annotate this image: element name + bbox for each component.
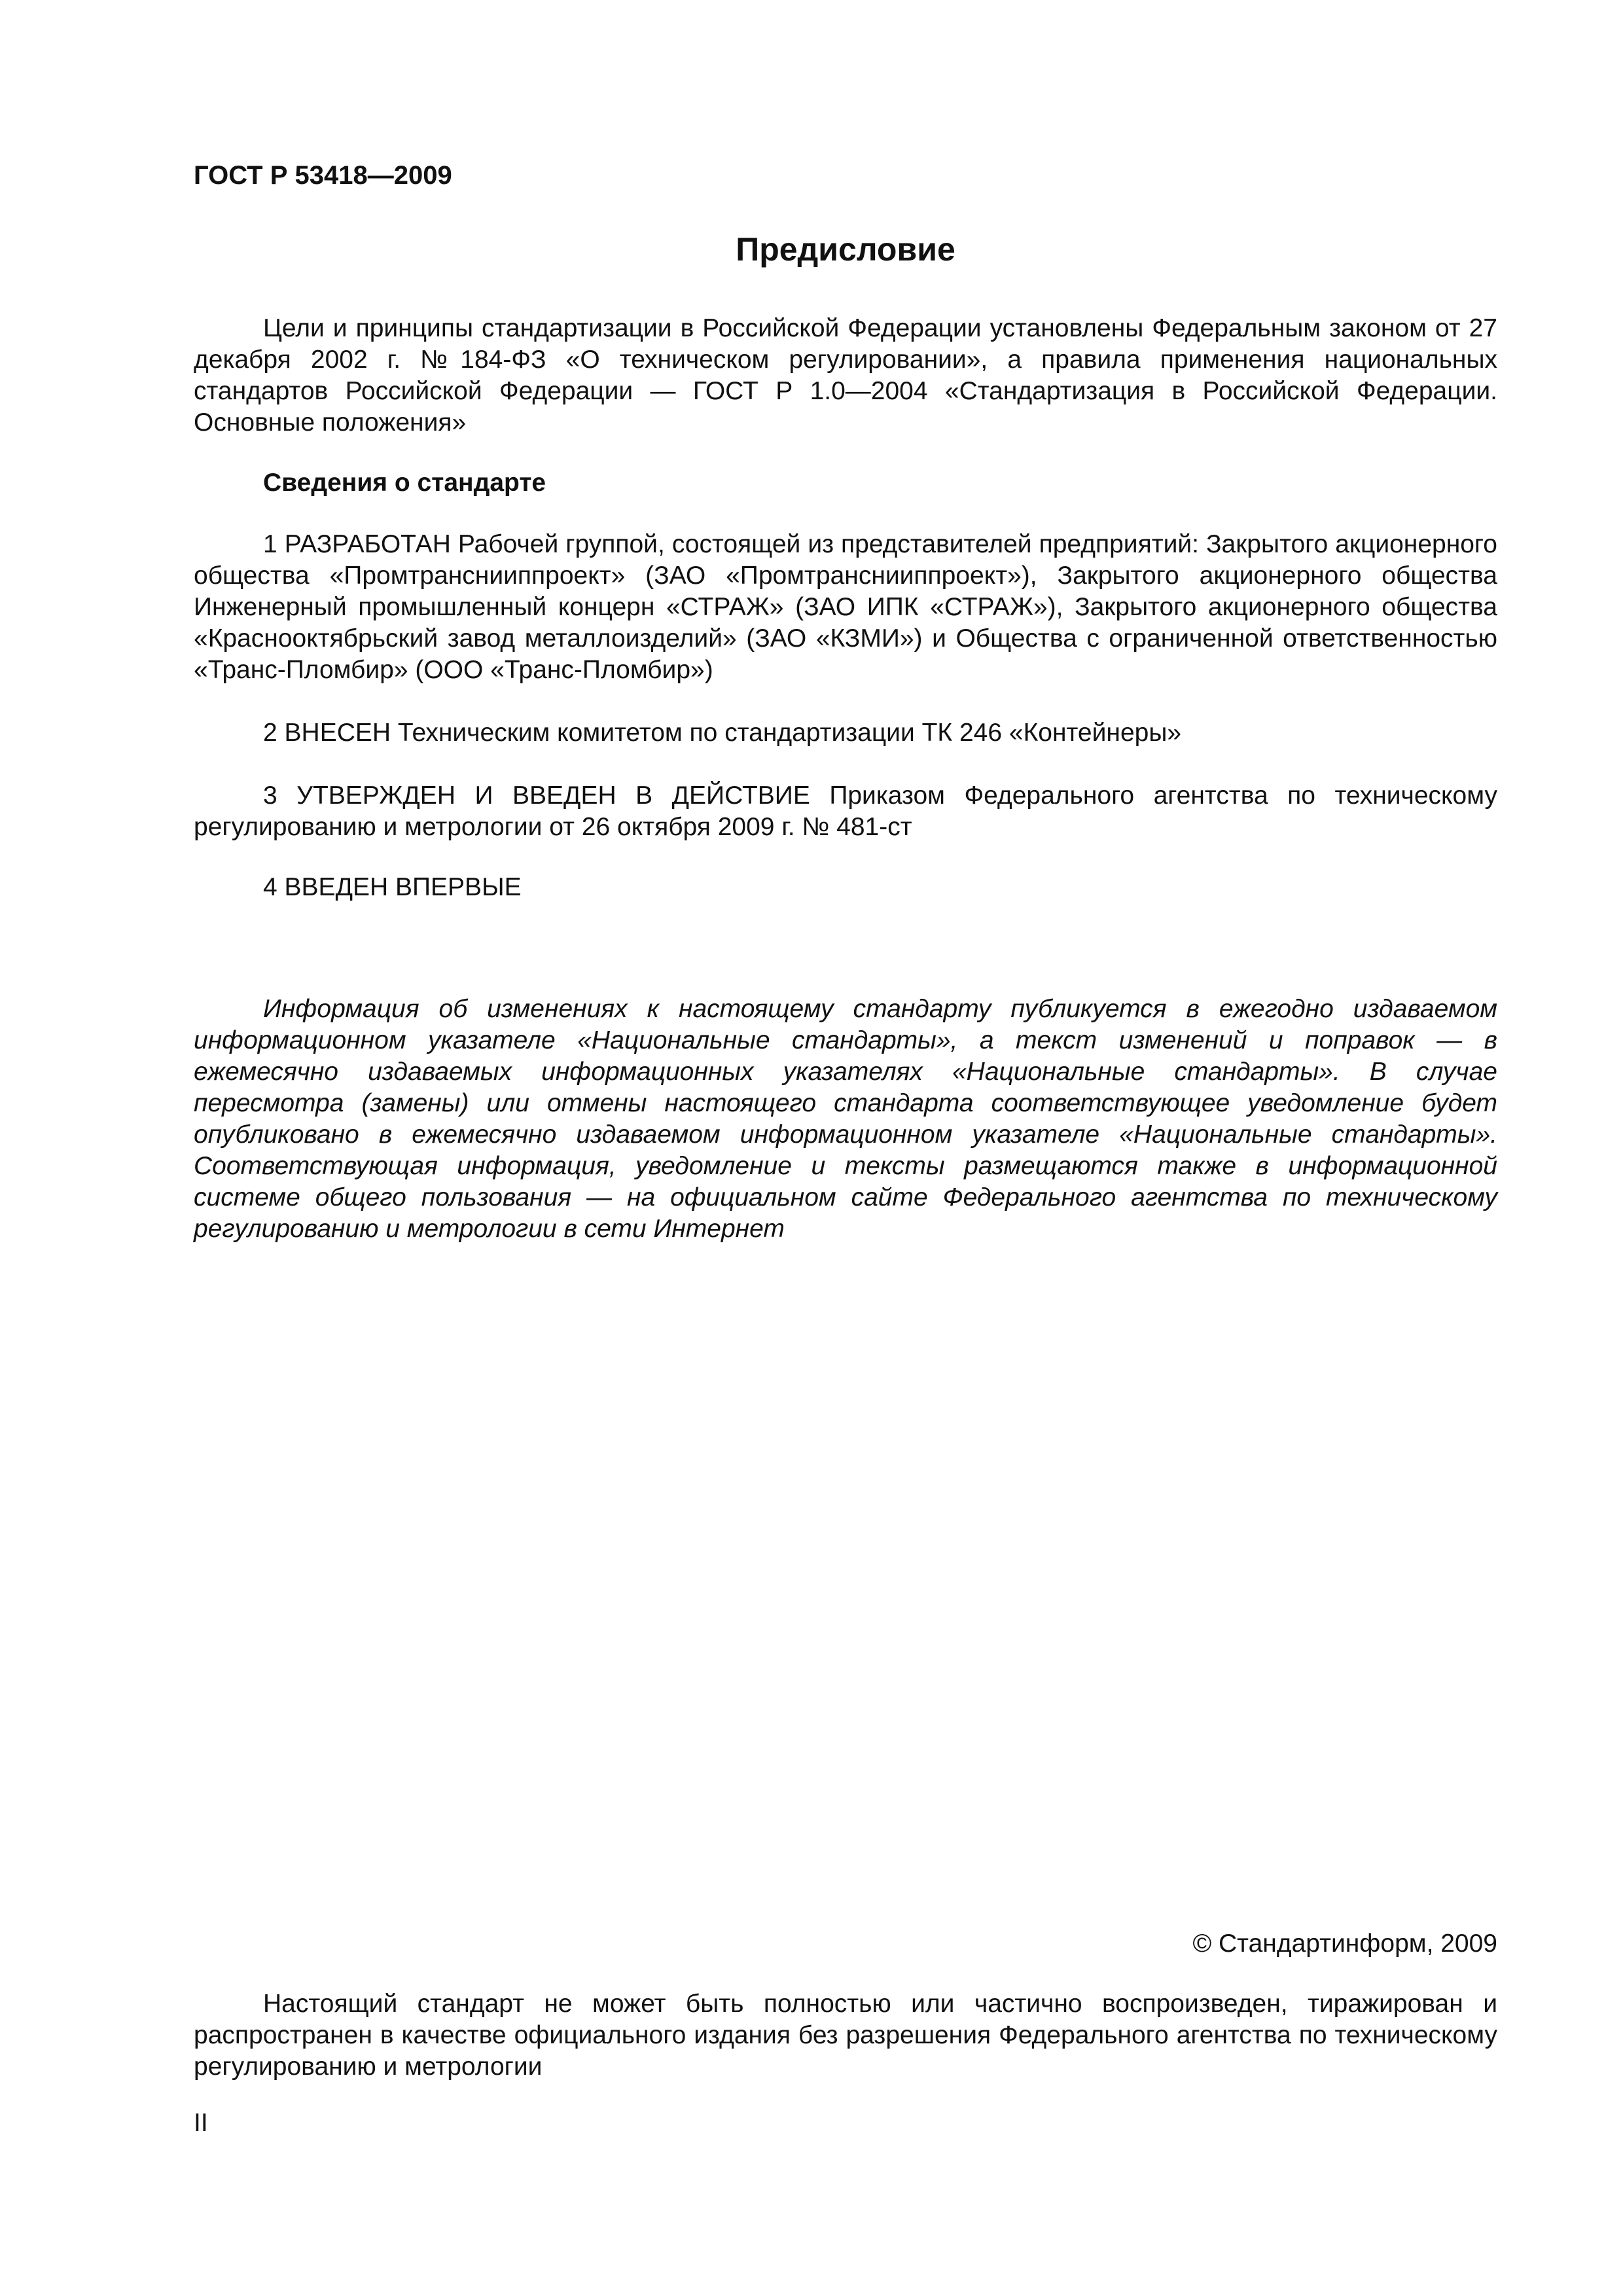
document-code: ГОСТ Р 53418—2009	[194, 161, 452, 190]
change-info-notice: Информация об изменениях к настоящему стандарту публикуется в ежегодно издаваемом информационном указателе «Национальные стандарты», а текст изменений и поправок — в ежемесячно издаваемых информационных указателях «Национальные стандарты». В случае пересмотра (замены) или отмены настоящего стандарта соответствующее уведомление будет опубликовано в ежемесячно издаваемом информационном указателе «Национальные стандарты». Соответствующая информация, уведомление и тексты размещаются также в информационной системе общего пользования — на официальном сайте Федерального агентства по техническому регулированию и метрологии в сети Интернет	[194, 995, 1497, 1243]
standard-info-item-4: 4 ВВЕДЕН ВПЕРВЫЕ	[263, 873, 522, 901]
copyright-notice: © Стандартинформ, 2009	[1192, 1929, 1497, 1958]
standard-info-item-2: 2 ВНЕСЕН Техническим комитетом по стандартизации ТК 246 «Контейнеры»	[263, 719, 1182, 747]
page-number: II	[194, 2109, 208, 2137]
preface-intro: Цели и принципы стандартизации в Российской Федерации установлены Федеральным законом от 27 декабря 2002 г. №184-ФЗ «О техническом регулировании», а правила применения национальных стандартов Российской Федерации — ГОСТ Р 1.0—2004 «Стандартизация в Российской Федерации. Основные положения»	[194, 314, 1497, 437]
standard-info-heading: Сведения о стандарте	[263, 469, 546, 497]
standard-info-item-1: 1 РАЗРАБОТАН Рабочей группой, состоящей из представителей предприятий: Закрытого акционерного общества «Промтранснииппроект» (ЗАО «Промтранснииппроект»), Закрытого акционерного общества Инженерный промышленный концерн «СТРАЖ» (ЗАО ИПК «СТРАЖ»), Закрытого акционерного общества «Краснооктябрьский завод металлоизделий» (ЗАО «КЗМИ») и Общества с ограниченной ответственностью «Транс-Пломбир» (ООО «Транс-Пломбир»)	[194, 530, 1497, 684]
reproduction-notice: Настоящий стандарт не может быть полностью или частично воспроизведен, тиражирован и распространен в качестве официального издания без разрешения Федерального агентства по техническому регулированию и метрологии	[194, 1990, 1497, 2081]
standard-info-item-3: 3 УТВЕРЖДЕН И ВВЕДЕН В ДЕЙСТВИЕ Приказом Федерального агентства по техническому регулированию и метрологии от 26 октября 2009 г. № 481-ст	[194, 781, 1497, 841]
page-title: Предисловие	[736, 231, 955, 268]
